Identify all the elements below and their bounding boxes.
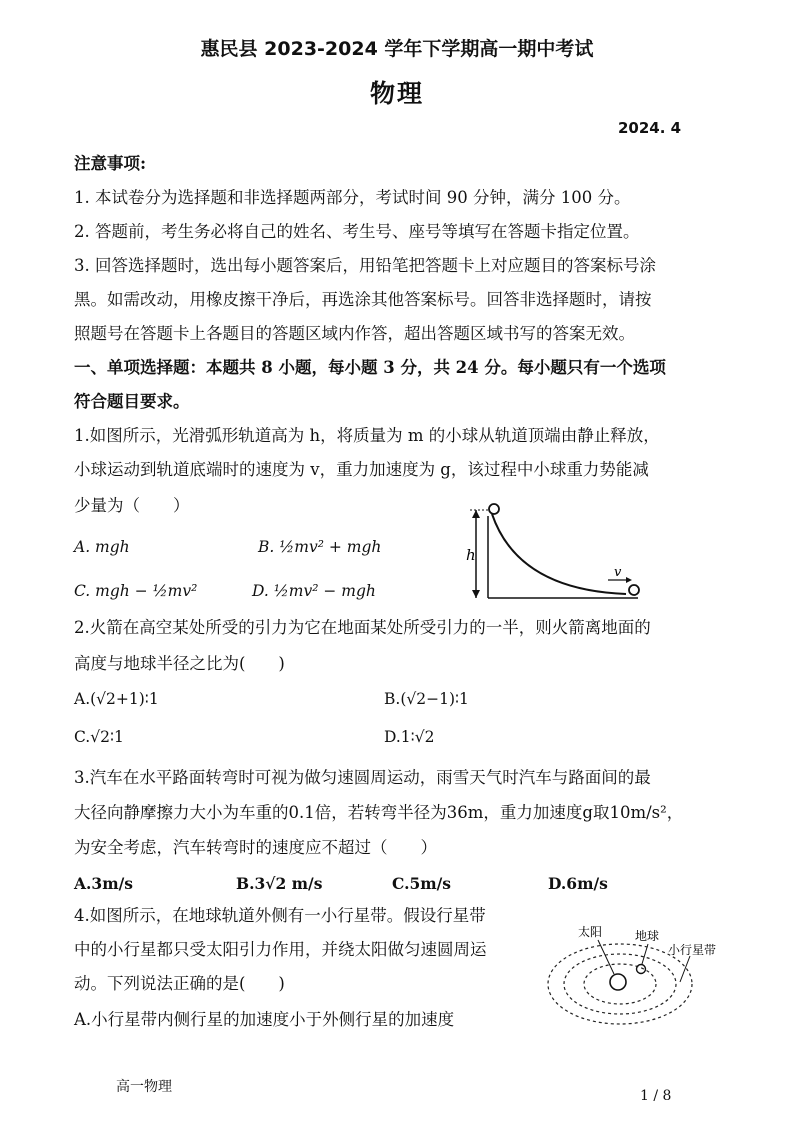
q1-text: 1.如图所示，光滑弧形轨道高为 h，将质量为 m 的小球从轨道顶端由静止释放， (74, 426, 660, 445)
section-heading-cont: 符合题目要求。 (74, 392, 190, 411)
q1-option-b: B. ½mv² + mgh (258, 538, 382, 556)
ball-top (489, 504, 499, 514)
q4-text: 4.如图所示，在地球轨道外侧有一小行星带。假设行星带 (74, 906, 486, 925)
belt-label: 小行星带 (668, 943, 717, 957)
height-arrow-top (472, 510, 480, 518)
q4-text: 中的小行星都只受太阳引力作用，并绕太阳做匀速圆周运 (74, 940, 487, 959)
q2-option-b: B.(√2−1)∶1 (384, 690, 469, 708)
q3-option-c: C.5m/s (392, 874, 452, 893)
q1-option-d: D. ½mv² − mgh (252, 582, 376, 600)
ball-bottom (629, 585, 639, 595)
q2-text: 高度与地球半径之比为( ) (74, 654, 285, 673)
belt-orbit-inner (564, 954, 676, 1014)
q3-text: 为安全考虑，汽车转弯时的速度应不超过（ ） (74, 838, 437, 857)
q3-option-d: D.6m/s (548, 874, 608, 893)
velocity-arrow-head (626, 577, 632, 583)
notice-item: 照题号在答题卡上各题目的答题区域内作答，超出答题区域书写的答案无效。 (74, 324, 635, 343)
curved-track (492, 514, 626, 594)
q2-text: 2.火箭在高空某处所受的引力为它在地面某处所受引力的一半，则火箭离地面的 (74, 618, 651, 637)
notice-item: 1. 本试卷分为选择题和非选择题两部分，考试时间 90 分钟，满分 100 分。 (74, 188, 631, 207)
notice-heading: 注意事项: (74, 154, 147, 173)
v-label: v (614, 565, 622, 580)
exam-title: 惠民县 2023-2024 学年下学期高一期中考试 (200, 38, 594, 60)
q2-option-d: D.1∶√2 (384, 728, 435, 746)
notice-item: 3. 回答选择题时，选出每小题答案后，用铅笔把答题卡上对应题目的答案标号涂 (74, 256, 656, 275)
q3-text: 大径向静摩擦力大小为车重的0.1倍，若转弯半径为36m，重力加速度g取10m/s²， (74, 803, 684, 822)
q3-text: 3.汽车在水平路面转弯时可视为做匀速圆周运动，雨雪天气时汽车与路面间的最 (74, 768, 651, 787)
q4-text: 动。下列说法正确的是( ) (74, 974, 285, 993)
q4-option-a: A.小行星带内侧行星的加速度小于外侧行星的加速度 (74, 1010, 455, 1029)
q2-option-c: C.√2∶1 (74, 728, 124, 746)
section-heading: 一、单项选择题：本题共 8 小题，每小题 3 分，共 24 分。每小题只有一个选项 (74, 358, 666, 377)
q3-option-a: A.3m/s (74, 874, 133, 893)
sun-label: 太阳 (578, 925, 603, 939)
belt-pointer (680, 956, 690, 982)
q3-option-b: B.3√2 m/s (236, 874, 323, 893)
q1-track-figure (458, 498, 658, 604)
q1-text: 少量为（ ） (74, 496, 190, 515)
subject-title: 物理 (369, 79, 424, 108)
notice-item: 2. 答题前，考生务必将自己的姓名、考生号、座号等填写在答题卡指定位置。 (74, 222, 640, 241)
earth-label: 地球 (635, 929, 660, 943)
notice-item: 黑。如需改动，用橡皮擦干净后，再选涂其他答案标号。回答非选择题时，请按 (74, 290, 652, 309)
height-arrow-bottom (472, 590, 480, 598)
q4-orbit-figure (540, 922, 730, 1034)
q2-option-a: A.(√2+1)∶1 (74, 690, 159, 708)
footer-subject: 高一物理 (116, 1079, 172, 1095)
h-label: h (466, 546, 476, 564)
q1-option-c: C. mgh − ½mv² (74, 582, 198, 600)
sun-icon (610, 974, 626, 990)
page-number: 1 / 8 (640, 1088, 672, 1104)
q1-option-a: A. mgh (74, 538, 130, 556)
q1-text: 小球运动到轨道底端时的速度为 v，重力加速度为 g，该过程中小球重力势能减 (74, 460, 649, 479)
exam-date: 2024. 4 (618, 119, 682, 137)
